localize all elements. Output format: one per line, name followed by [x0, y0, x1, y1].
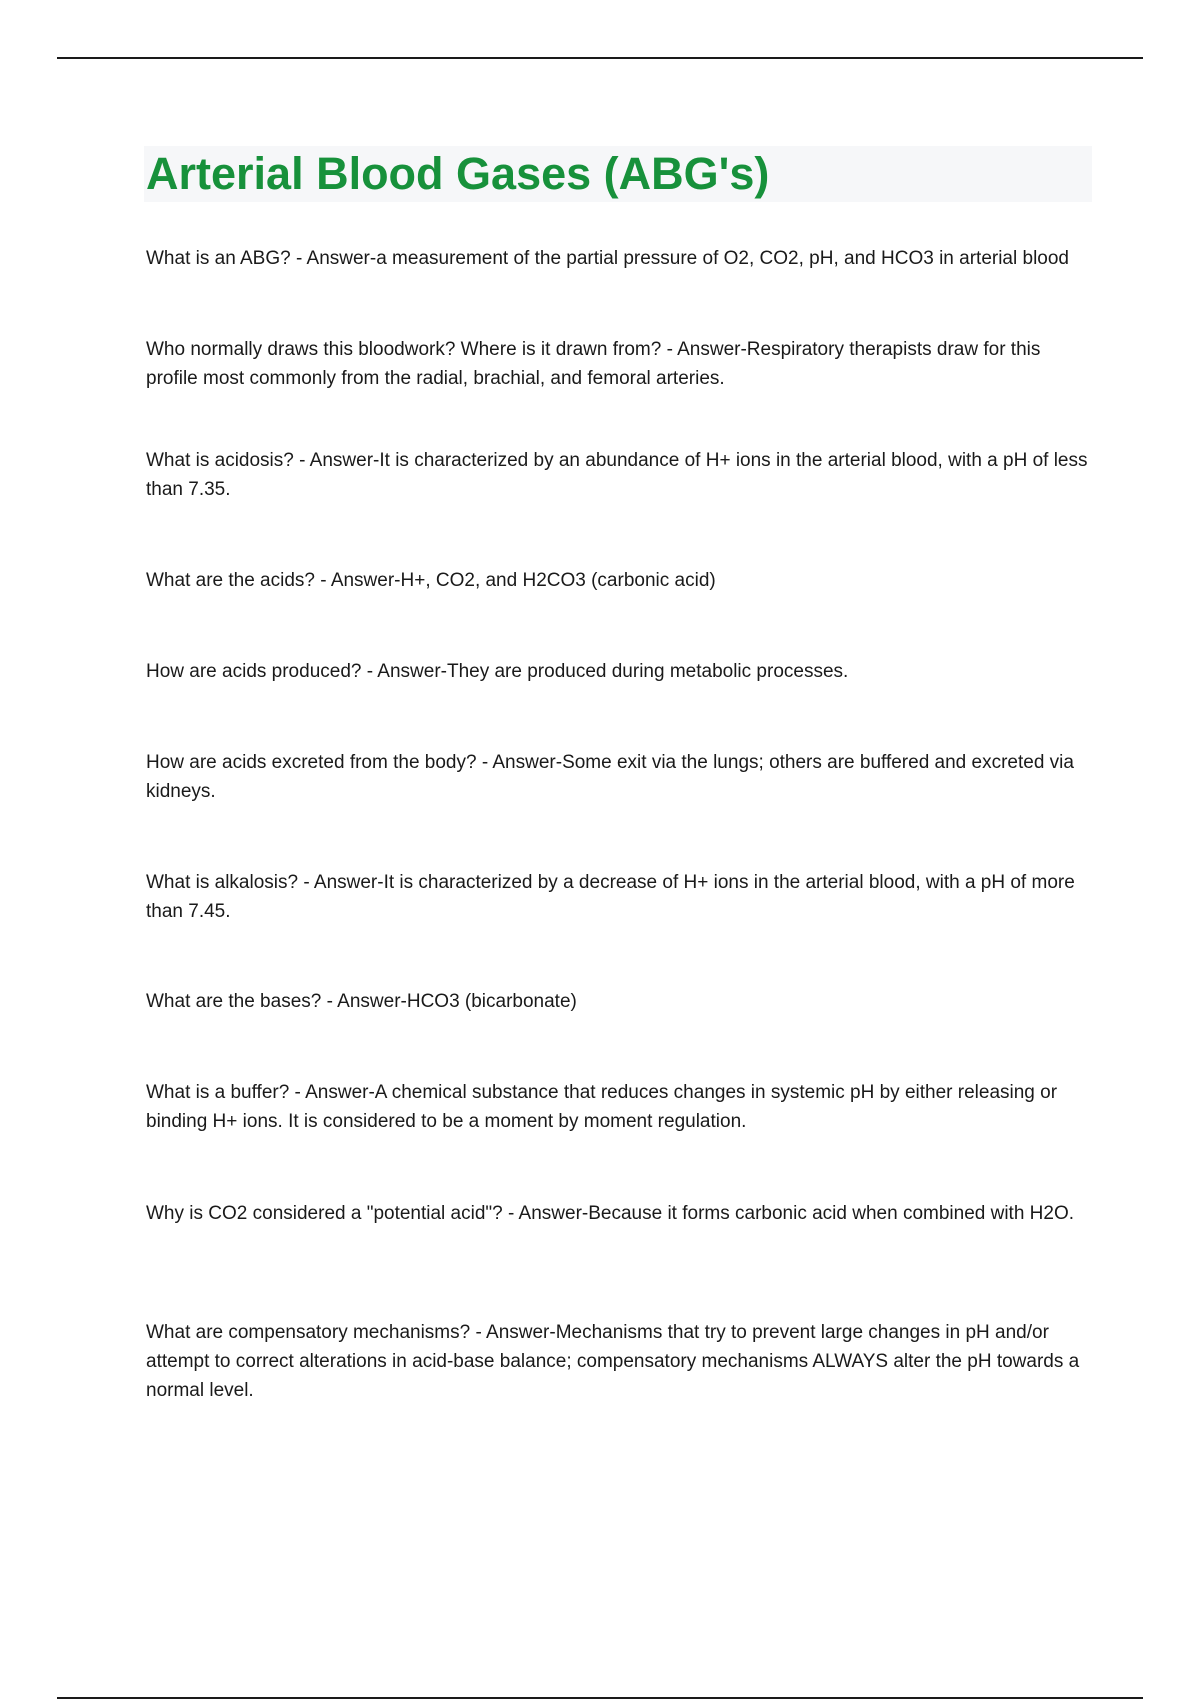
qa-item-9: What is a buffer? - Answer-A chemical substance that reduces changes in systemic pH by either releasing or binding H+ ions. It is considered to be a moment by moment regulation. — [146, 1082, 1058, 1132]
bottom-rule — [57, 1697, 1143, 1699]
qa-item-6: How are acids excreted from the body? - Answer-Some exit via the lungs; others are buffered and excreted via kidneys. — [146, 752, 1074, 802]
top-rule — [57, 57, 1143, 59]
qa-item-5: How are acids produced? - Answer-They are produced during metabolic processes. — [146, 661, 849, 682]
qa-item-4: What are the acids? - Answer-H+, CO2, and H2CO3 (carbonic acid) — [146, 570, 716, 591]
qa-item-2: Who normally draws this bloodwork? Where is it drawn from? - Answer-Respiratory therapists draw for this profile most commonly from the radial, brachial, and femoral arteries. — [146, 339, 1041, 389]
qa-item-10: Why is CO2 considered a "potential acid"? - Answer-Because it forms carbonic acid when combined with H2O. — [146, 1203, 1075, 1224]
qa-item-3: What is acidosis? - Answer-It is characterized by an abundance of H+ ions in the arterial blood, with a pH of less than 7.35. — [146, 450, 1088, 500]
document-title: Arterial Blood Gases (ABG's) — [146, 148, 770, 199]
qa-item-7: What is alkalosis? - Answer-It is characterized by a decrease of H+ ions in the arterial blood, with a pH of more than 7.45. — [146, 872, 1075, 922]
qa-item-1: What is an ABG? - Answer-a measurement of the partial pressure of O2, CO2, pH, and HCO3 in arterial blood — [146, 248, 1069, 269]
qa-item-11: What are compensatory mechanisms? - Answer-Mechanisms that try to prevent large changes in pH and/or attempt to correct alterations in acid-base balance; compensatory mechanisms ALWAYS alter the pH towards a normal level. — [146, 1322, 1080, 1401]
qa-list — [146, 244, 1096, 1405]
qa-item-8: What are the bases? - Answer-HCO3 (bicarbonate) — [146, 991, 577, 1012]
